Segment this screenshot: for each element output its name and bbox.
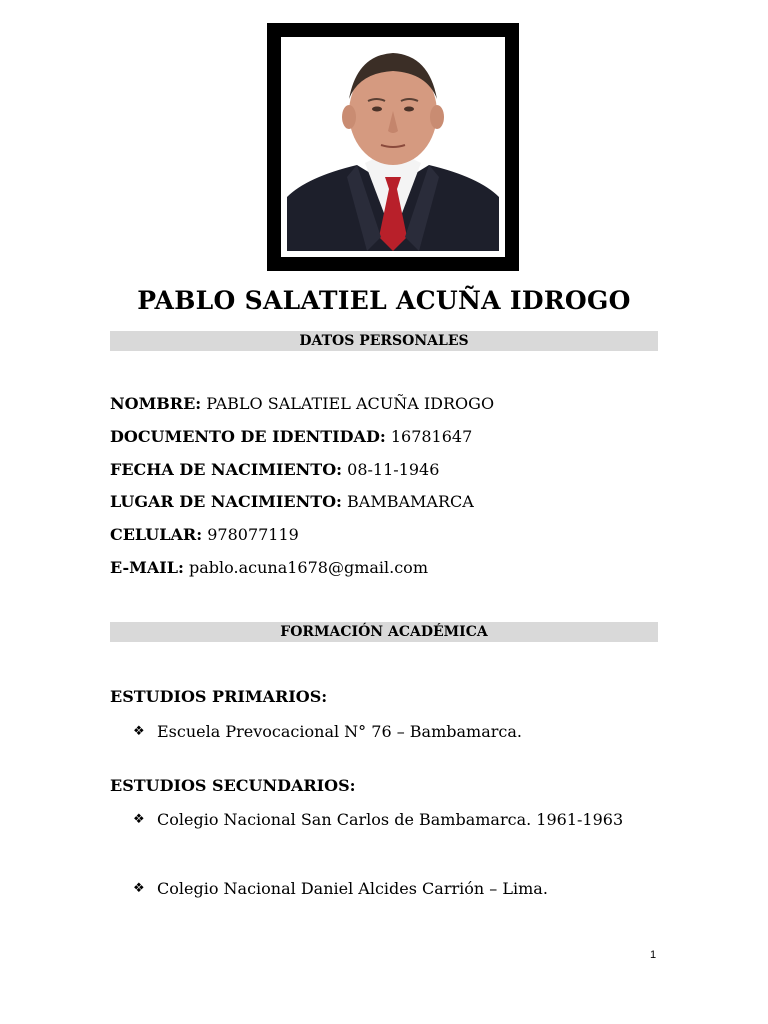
field-value: BAMBAMARCA bbox=[347, 492, 474, 511]
field-value: pablo.acuna1678@gmail.com bbox=[189, 558, 428, 577]
field-value: 978077119 bbox=[207, 525, 299, 544]
field-celular bbox=[110, 525, 299, 544]
page-title: PABLO SALATIEL ACUÑA IDROGO bbox=[137, 286, 631, 315]
subheading-primary: ESTUDIOS PRIMARIOS: bbox=[110, 687, 328, 706]
portrait-photo bbox=[281, 37, 505, 257]
portrait-illustration bbox=[287, 37, 499, 251]
subheading-secondary: ESTUDIOS SECUNDARIOS: bbox=[110, 776, 356, 795]
page-number: 1 bbox=[650, 949, 657, 961]
field-value: PABLO SALATIEL ACUÑA IDROGO bbox=[206, 394, 495, 413]
field-value: 16781647 bbox=[390, 427, 473, 446]
field-documento bbox=[110, 427, 472, 446]
section-header-education: FORMACIÓN ACADÉMICA bbox=[110, 622, 658, 642]
field-value: 08-11-1946 bbox=[347, 460, 440, 479]
field-fecha-nacimiento bbox=[110, 460, 439, 479]
field-nombre bbox=[110, 394, 494, 413]
field-label: CELULAR: bbox=[110, 525, 203, 544]
list-item-text: Escuela Prevocacional N° 76 – Bambamarca. bbox=[157, 722, 522, 741]
field-label: LUGAR DE NACIMIENTO: bbox=[110, 492, 342, 511]
section-header-personal: DATOS PERSONALES bbox=[110, 331, 658, 351]
field-label: FECHA DE NACIMIENTO: bbox=[110, 460, 343, 479]
list-item-text: Colegio Nacional Daniel Alcides Carrión – Lima. bbox=[157, 879, 548, 898]
field-lugar-nacimiento bbox=[110, 492, 474, 511]
list-item-text: Colegio Nacional San Carlos de Bambamarca. 1961-1963 bbox=[157, 810, 624, 829]
field-label: DOCUMENTO DE IDENTIDAD: bbox=[110, 427, 386, 446]
bullet-diamond-icon: ❖ bbox=[133, 881, 145, 896]
field-email bbox=[110, 558, 428, 577]
portrait-frame bbox=[267, 23, 519, 271]
field-label: NOMBRE: bbox=[110, 394, 202, 413]
field-label: E-MAIL: bbox=[110, 558, 184, 577]
bullet-diamond-icon: ❖ bbox=[133, 812, 145, 827]
bullet-diamond-icon: ❖ bbox=[133, 724, 145, 739]
